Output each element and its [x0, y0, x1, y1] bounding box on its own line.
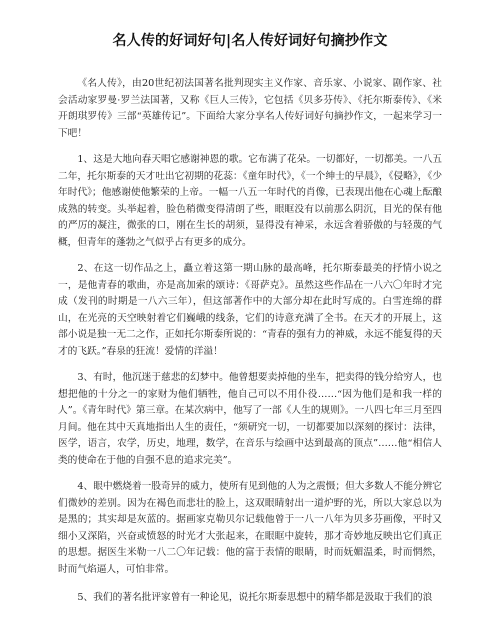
page-title: 名人传的好词好句|名人传好词好句摘抄作文: [112, 33, 388, 49]
quote-paragraph-1: 1、这是大地向春天唱它感谢神恩的歌。它布满了花朵。一切都好，一切都美。一八五二年，托尔斯泰的天才吐出它初期的花蕊：《童年时代》，《一个绅士的早晨》，《侵略》，《少年时代》；他感谢使他繁荣的上帝。一幅一八五一年时代的肖像，已表现出他在心魂上酝酿成熟的转变。头举起着，脸色稍微变得清朗了些，眼眶没有以前那么阴沉，目光的保有他的严厉的凝注，微张的口，刚在生长的胡须，显得没有神采，永远含着骄傲的与轻蔑的气概，但青年的蓬勃之气似乎占有更多的成分。: [58, 154, 442, 248]
quote-paragraph-3: 3、有时，他沉迷于慈悲的幻梦中。他曾想要卖掉他的坐车，把卖得的钱分给穷人，也想把他的十分之一的家财为他们牺牲，他自己可以不用仆役……“因为他们是和我一样的人”。《青年时代》第三章。在某次病中，他写了一部《人生的规则》。一八四七年三月至四月间。他在其中天真地指出人生的责任，“须研究一切，一切都要加以深刻的探讨：法律，医学，语言，农学，历史，地理，数学，在音乐与绘画中达到最高的顶点”……他“相信人类的使命在于他的自强不息的追求完美”。: [58, 372, 442, 466]
article-body: [58, 76, 442, 617]
quote-paragraph-4: 4、眼中燃烧着一股奇异的威力，使所有见到他的人为之震慑；但大多数人不能分辨它们微妙的差别。因为在褐色而悲壮的脸上，这双眼睛射出一道炉野的光，所以大家总以为是黑的；其实却是灰蓝的。据画家克勒贝尔记载他曾于一八一八年为贝多芬画像，平时又细小又深陷，兴奋或愤怒的时光才大张起来，在眼眶中旋转，那才奇妙地反映出它们真正的思想。据医生米勒一八二〇年记载：他的富于表情的眼睛，时而妩媚温柔，时而惘然，时而气焰逼人，可怕非常。: [58, 481, 442, 575]
intro-paragraph: 《名人传》，由20世纪初法国著名批判现实主义作家、音乐家、小说家、剧作家、社会活动家罗曼·罗兰法国著，又称《巨人三传》，它包括《贝多芬传》、《托尔斯泰传》、《米开朗琪罗传》三部“英雄传记”。下面给大家分享名人传好词好句摘抄作文，一起来学习一下吧！: [58, 78, 442, 139]
quote-paragraph-5: 5、我们的著名批评家曾有一种论见，说托尔斯泰思想中的精华都是汲取于我们的浪: [77, 592, 433, 603]
quote-paragraph-2: 2、在这一切作品之上，矗立着这第一期山脉的最高峰，托尔斯泰最美的抒情小说之一，是他青春的歌曲，亦是高加索的颂诗：《哥萨克》。虽然这些作品在一八六〇年时才完成（发刊的时期是一八六三年），但这部著作中的大部分却在此时写成的。白雪连绵的群山，在光亮的天空映射着它们巍峨的线条，它们的诗意充满了全书。在天才的开展上，这部小说是独一无二之作，正如托尔斯泰所说的：“青春的强有力的神威，永远不能复得的天才的飞跃。”春泉的狂流！爱情的洋溢！: [58, 263, 442, 357]
